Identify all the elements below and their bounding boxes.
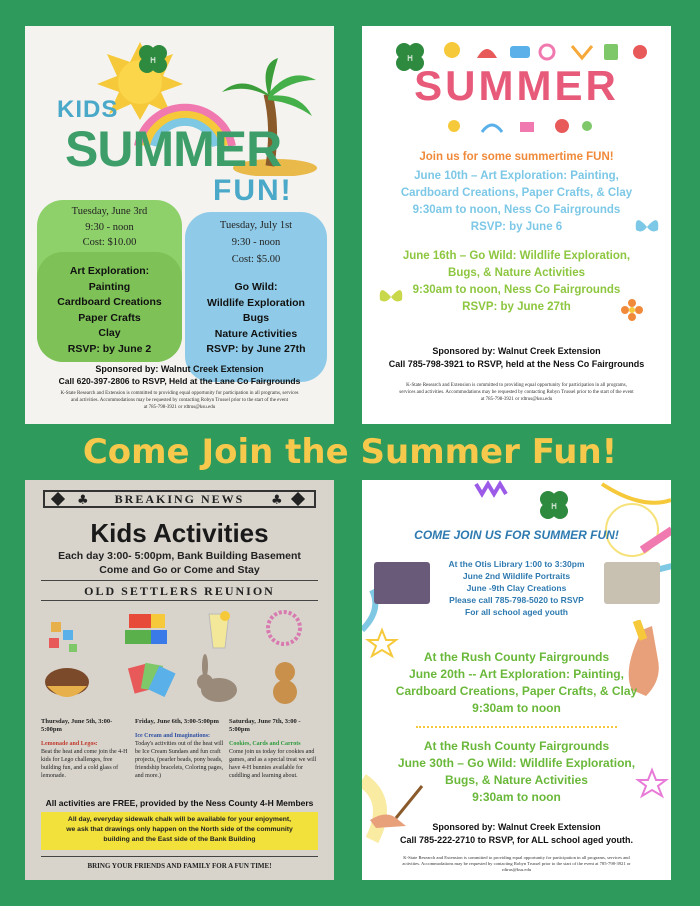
item: Bugs	[242, 312, 270, 325]
dotted-divider	[416, 726, 617, 728]
item: Clay	[98, 327, 121, 340]
bunny-icon	[197, 654, 237, 702]
divider	[41, 600, 318, 601]
svg-text:H: H	[550, 502, 558, 511]
item: Cardboard Creations	[57, 296, 162, 309]
banner-heading: Come Join the Summer Fun!	[82, 432, 618, 472]
fine-print	[362, 855, 671, 873]
bead-bracelet-icon	[268, 612, 300, 644]
event-line: June 10th – Art Exploration: Painting,	[414, 170, 619, 182]
event-line: 9:30am to noon, Ness Co Fairgrounds	[412, 284, 621, 296]
butterfly-icon	[632, 212, 662, 242]
otis-line: Please call 785-798-5020 to RSVP	[449, 595, 584, 605]
otis-line: For all school aged youth	[465, 607, 568, 617]
schedule-line: Each day 3:00- 5:00pm, Bank Building Basement	[58, 550, 301, 562]
col-body: Beat the heat and come join the 4-H kids for Lego challenges, free building fun, and a cold glass of lemonade.	[41, 749, 128, 779]
event-june-10	[362, 168, 671, 236]
ice-cream-icon	[45, 668, 89, 697]
title-summer: SUMMER	[414, 62, 619, 109]
otis-line: June 2nd Wildlife Portraits	[462, 571, 571, 581]
flyer-kids-summer-fun	[25, 26, 334, 424]
col-body: Today's activities out of the heat will be Ice Cream Sundaes and fun craft projects, (pearler beads, pony beads, friendship bracelets, Coloring pages, and more.)	[135, 741, 224, 779]
flyer-summer-ness-co	[362, 26, 671, 424]
event-line: 9:30am to noon, Ness Co Fairgrounds	[412, 204, 621, 216]
column-saturday	[229, 718, 321, 780]
fine-line: at 785-798-3921 or rdtrus@ksu.edu	[143, 405, 216, 410]
sponsor-line: Sponsored by: Walnut Creek Extension	[95, 364, 264, 374]
divider	[41, 580, 318, 581]
col-head: Ice Cream and Imaginations:	[135, 733, 211, 739]
item: RSVP: by June 27th	[206, 343, 306, 356]
cards-icon	[128, 663, 176, 697]
rsvp-line: Call 620-397-2806 to RSVP, Held at the Lane Co Fairgrounds	[58, 376, 301, 386]
fine-line: K-State Research and Extension is committed to providing equal opportunity for participation in all programs,	[406, 383, 627, 388]
item: Painting	[88, 280, 131, 293]
time-july-1: 9:30 - noon	[231, 237, 281, 248]
lemonade-icon	[209, 611, 230, 648]
chalk-line: building and the East side of the Bank Building	[103, 836, 256, 843]
fine-line: services and activities. Accommodations may be requested by contacting Robyn Trussel prior to the start of the event	[399, 390, 634, 395]
svg-text:♣: ♣	[271, 493, 283, 506]
chalk-line: we ask that drawings only happen on the North side of the community	[66, 826, 293, 833]
column-thursday	[41, 718, 131, 780]
event-line: June 16th – Go Wild: Wildlife Exploration,	[402, 250, 631, 262]
breaking-news-header: BREAKING NEWS	[114, 492, 245, 506]
lego-stack-icon	[125, 614, 167, 644]
title-summer: SUMMER	[65, 121, 282, 177]
sponsor-line: Sponsored by: Walnut Creek Extension	[432, 822, 601, 832]
fine-print	[362, 382, 671, 403]
event-june-20	[362, 649, 671, 717]
fine-line: at 785-798-3921 or rdtrus@ksu.edu	[480, 397, 553, 402]
title-fun: FUN!	[213, 174, 293, 207]
cost-july-1: Cost: $5.00	[231, 254, 281, 265]
legos-icon	[49, 622, 77, 652]
4h-clover-icon	[534, 486, 574, 526]
col-head: Lemonade and Legos:	[41, 741, 98, 747]
col-day: Friday, June 6th, 3:00-5:00pm	[135, 718, 219, 725]
date-july-1: Tuesday, July 1st	[219, 220, 293, 231]
cost-june-3: Cost: $10.00	[82, 237, 137, 248]
svg-text:H: H	[149, 56, 157, 65]
flyer-kids-activities	[25, 480, 334, 880]
item: Paper Crafts	[78, 311, 141, 324]
fine-line: and activities. Accommodations may be requested by contacting Robyn Trussel prior to the start of the event	[70, 398, 289, 403]
item: Go Wild:	[234, 281, 278, 293]
activities-june-3	[37, 264, 182, 358]
clover-suit-icon	[51, 492, 91, 506]
free-activities-line: All activities are FREE, provided by the Ness County 4-H Members	[45, 798, 314, 808]
intro-line: Join us for some summertime FUN!	[419, 151, 614, 163]
footer-line: BRING YOUR FRIENDS AND FAMILY FOR A FUN TIME!	[87, 862, 272, 870]
svg-text:H: H	[406, 54, 414, 63]
event-line: Cardboard Creations, Paper Crafts, & Clay	[395, 684, 638, 698]
item: Nature Activities	[214, 327, 298, 340]
flower-icon	[620, 298, 644, 322]
col-body: Come join us today for cookies and games, and as a special treat we will have 4-H bunnies available for cuddling and learning about.	[229, 749, 317, 779]
chalk-text	[25, 815, 334, 845]
4h-clover-icon	[133, 40, 173, 80]
fine-line: K-State Research and Extension is committed to providing equal opportunity for participation in all programs, services	[60, 391, 299, 396]
otis-line: June -9th Clay Creations	[466, 583, 567, 593]
sponsor-line: Sponsored by: Walnut Creek Extension	[432, 346, 601, 356]
title-kids-activities: Kids Activities	[90, 518, 269, 548]
event-line: At the Rush County Fairgrounds	[423, 739, 610, 753]
fine-line: activities. Accommodations may be requested by contacting Robyn Trussel prior to the start of the event at 785-798-3921 or	[402, 861, 631, 866]
butterfly-icon	[376, 282, 406, 312]
event-line: June 20th -- Art Exploration: Painting,	[409, 667, 624, 681]
item: Wildlife Exploration	[207, 296, 305, 309]
otis-line: At the Otis Library 1:00 to 3:30pm	[448, 559, 585, 569]
cookies-icon	[273, 662, 297, 704]
col-day: Thursday, June 5th, 3:00-5:00pm	[41, 718, 113, 733]
come-and-go-line: Come and Go or Come and Stay	[99, 564, 260, 576]
otis-library-info	[362, 558, 671, 618]
item: Art Exploration:	[69, 265, 150, 277]
rsvp-line: Call 785-798-3921 to RSVP, held at the Ness Co Fairgrounds	[388, 359, 645, 369]
event-line: RSVP: by June 6	[470, 221, 563, 233]
title-kids: KIDS	[57, 96, 119, 123]
fine-line: K-State Research and Extension is committed to providing equal opportunity for participation in all programs, services and	[403, 855, 630, 860]
event-line: At the Rush County Fairgrounds	[423, 650, 610, 664]
col-head: Cookies, Cards and Carrots	[229, 741, 301, 747]
event-line: RSVP: by June 27th	[462, 301, 571, 313]
rsvp-line: Call 785-222-2710 to RSVP, for ALL school aged youth.	[400, 835, 633, 845]
event-line: Bugs, & Nature Activities	[445, 773, 588, 787]
event-line: June 30th – Go Wild: Wildlife Exploration,	[397, 756, 636, 770]
date-june-3: Tuesday, June 3rd	[71, 206, 148, 217]
title-come-join: COME JOIN US FOR SUMMER FUN!	[414, 528, 619, 542]
column-friday	[135, 718, 227, 780]
event-line: 9:30am to noon	[472, 701, 561, 715]
fine-line: rdtrus@ksu.edu	[501, 867, 532, 872]
activities-july-1	[185, 280, 327, 358]
beach-items-icon	[442, 114, 602, 138]
reunion-heading: OLD SETTLERS REUNION	[84, 584, 275, 598]
clover-suit-icon	[269, 492, 309, 506]
fine-print	[25, 390, 334, 411]
chalk-line: All day, everyday sidewalk chalk will be available for your enjoyment,	[67, 816, 292, 823]
svg-text:♣: ♣	[77, 493, 89, 506]
event-line: Cardboard Creations, Paper Crafts, & Clay	[400, 187, 633, 199]
time-june-3: 9:30 - noon	[85, 222, 134, 233]
col-day: Saturday, June 7th, 3:00 - 5:00pm	[229, 718, 301, 733]
activity-illustrations	[39, 604, 319, 714]
event-line: 9:30am to noon	[472, 790, 561, 804]
item: RSVP: by June 2	[67, 342, 152, 355]
flyer-rush-county	[362, 480, 671, 880]
divider	[41, 856, 318, 857]
event-line: Bugs, & Nature Activities	[448, 267, 585, 279]
